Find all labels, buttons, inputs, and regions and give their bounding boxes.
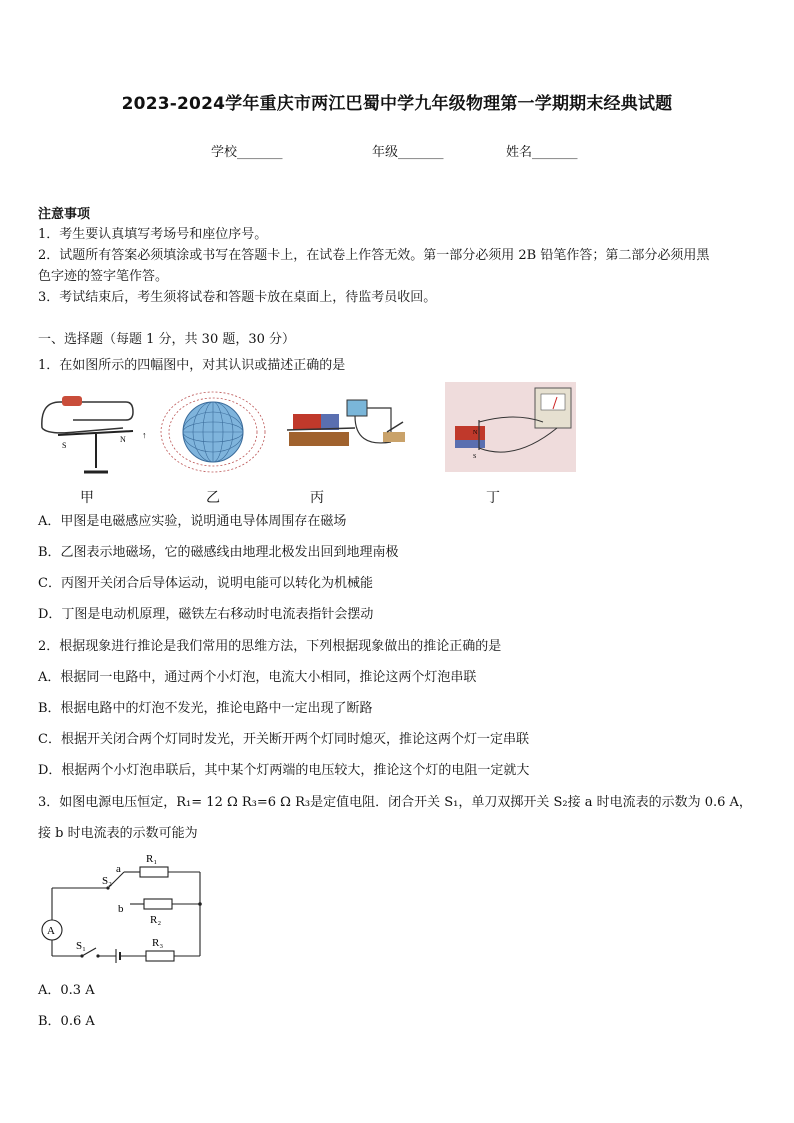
- section-heading: 一、选择题（每题 1 分，共 30 题，30 分）: [38, 332, 296, 347]
- q3-option-b: B．0.6 A: [38, 1014, 95, 1029]
- figure-label-jia: 甲: [80, 490, 94, 506]
- q1-option-b: B．乙图表示地磁场，它的磁感线由地理北极发出回到地理南极: [38, 545, 399, 560]
- notice-item-2-cont: 色字迹的签字笔作答。: [38, 269, 169, 284]
- figure-yi-earth-field: [158, 388, 268, 478]
- grade-field: 年级_______: [372, 145, 444, 160]
- q1-stem: 1．在如图所示的四幅图中，对其认识或描述正确的是: [38, 358, 346, 373]
- terminal-a-label: a: [116, 863, 121, 875]
- svg-text:↑: ↑: [142, 430, 147, 440]
- fig-s-label: S: [62, 441, 67, 450]
- figure-label-yi: 乙: [206, 490, 220, 506]
- terminal-b-label: b: [118, 903, 124, 915]
- page-title: 2023-2024学年重庆市两江巴蜀中学九年级物理第一学期期末经典试题: [121, 94, 673, 114]
- q2-option-d: D．根据两个小灯泡串联后，其中某个灯两端的电压较大，推论这个灯的电阻一定就大: [38, 763, 530, 778]
- r3-label: R₃: [152, 937, 164, 949]
- q2-option-a: A．根据同一电路中，通过两个小灯泡，电流大小相同，推论这两个灯泡串联: [38, 670, 477, 685]
- name-field: 姓名_______: [506, 145, 578, 160]
- figure-label-bing: 丙: [310, 490, 324, 506]
- notice-item-2: 2．试题所有答案必须填涂或书写在答题卡上，在试卷上作答无效。第一部分必须用 2B 铅笔作答；第二部分必须用黑: [38, 248, 710, 263]
- ammeter-label: A: [47, 925, 55, 937]
- svg-text:N: N: [473, 430, 478, 436]
- notice-item-3: 3．考试结束后，考生须将试卷和答题卡放在桌面上，待监考员收回。: [38, 290, 437, 305]
- fig-n-label: N: [120, 435, 126, 444]
- r1-label: R₁: [146, 853, 158, 865]
- figure-bing-motor: [285, 392, 415, 458]
- q2-option-c: C．根据开关闭合两个灯同时发光，开关断开两个灯同时熄灭，推论这两个灯一定串联: [38, 732, 529, 747]
- q3-stem: 3．如图电源电压恒定，R₁= 12 Ω R₃=6 Ω R₃是定值电阻．闭合开关 S₁，单刀双掷开关 S₂接 a 时电流表的示数为 0.6 A，: [38, 795, 752, 810]
- q3-circuit-diagram: [36, 846, 206, 968]
- notice-item-1: 1．考生要认真填写考场号和座位序号。: [38, 227, 268, 242]
- r2-label: R₂: [150, 914, 162, 926]
- figure-ding-generator: [445, 382, 576, 472]
- notice-heading: 注意事项: [38, 207, 91, 222]
- svg-text:S: S: [473, 454, 477, 460]
- q1-option-c: C．丙图开关闭合后导体运动，说明电能可以转化为机械能: [38, 576, 373, 591]
- q1-option-a: A．甲图是电磁感应实验，说明通电导体周围存在磁场: [38, 514, 347, 529]
- q2-option-b: B．根据电路中的灯泡不发光，推论电路中一定出现了断路: [38, 701, 373, 716]
- q2-stem: 2．根据现象进行推论是我们常用的思维方法，下列根据现象做出的推论正确的是: [38, 639, 502, 654]
- s2-label: S₂: [102, 875, 112, 887]
- school-field: 学校_______: [211, 145, 283, 160]
- figure-label-ding: 丁: [486, 490, 500, 506]
- q3-stem-cont: 接 b 时电流表的示数可能为: [38, 826, 198, 841]
- q3-option-a: A．0.3 A: [38, 983, 95, 998]
- s1-label: S₁: [76, 940, 86, 952]
- figure-jia-compass: [38, 390, 153, 480]
- q1-option-d: D．丁图是电动机原理，磁铁左右移动时电流表指针会摆动: [38, 607, 374, 622]
